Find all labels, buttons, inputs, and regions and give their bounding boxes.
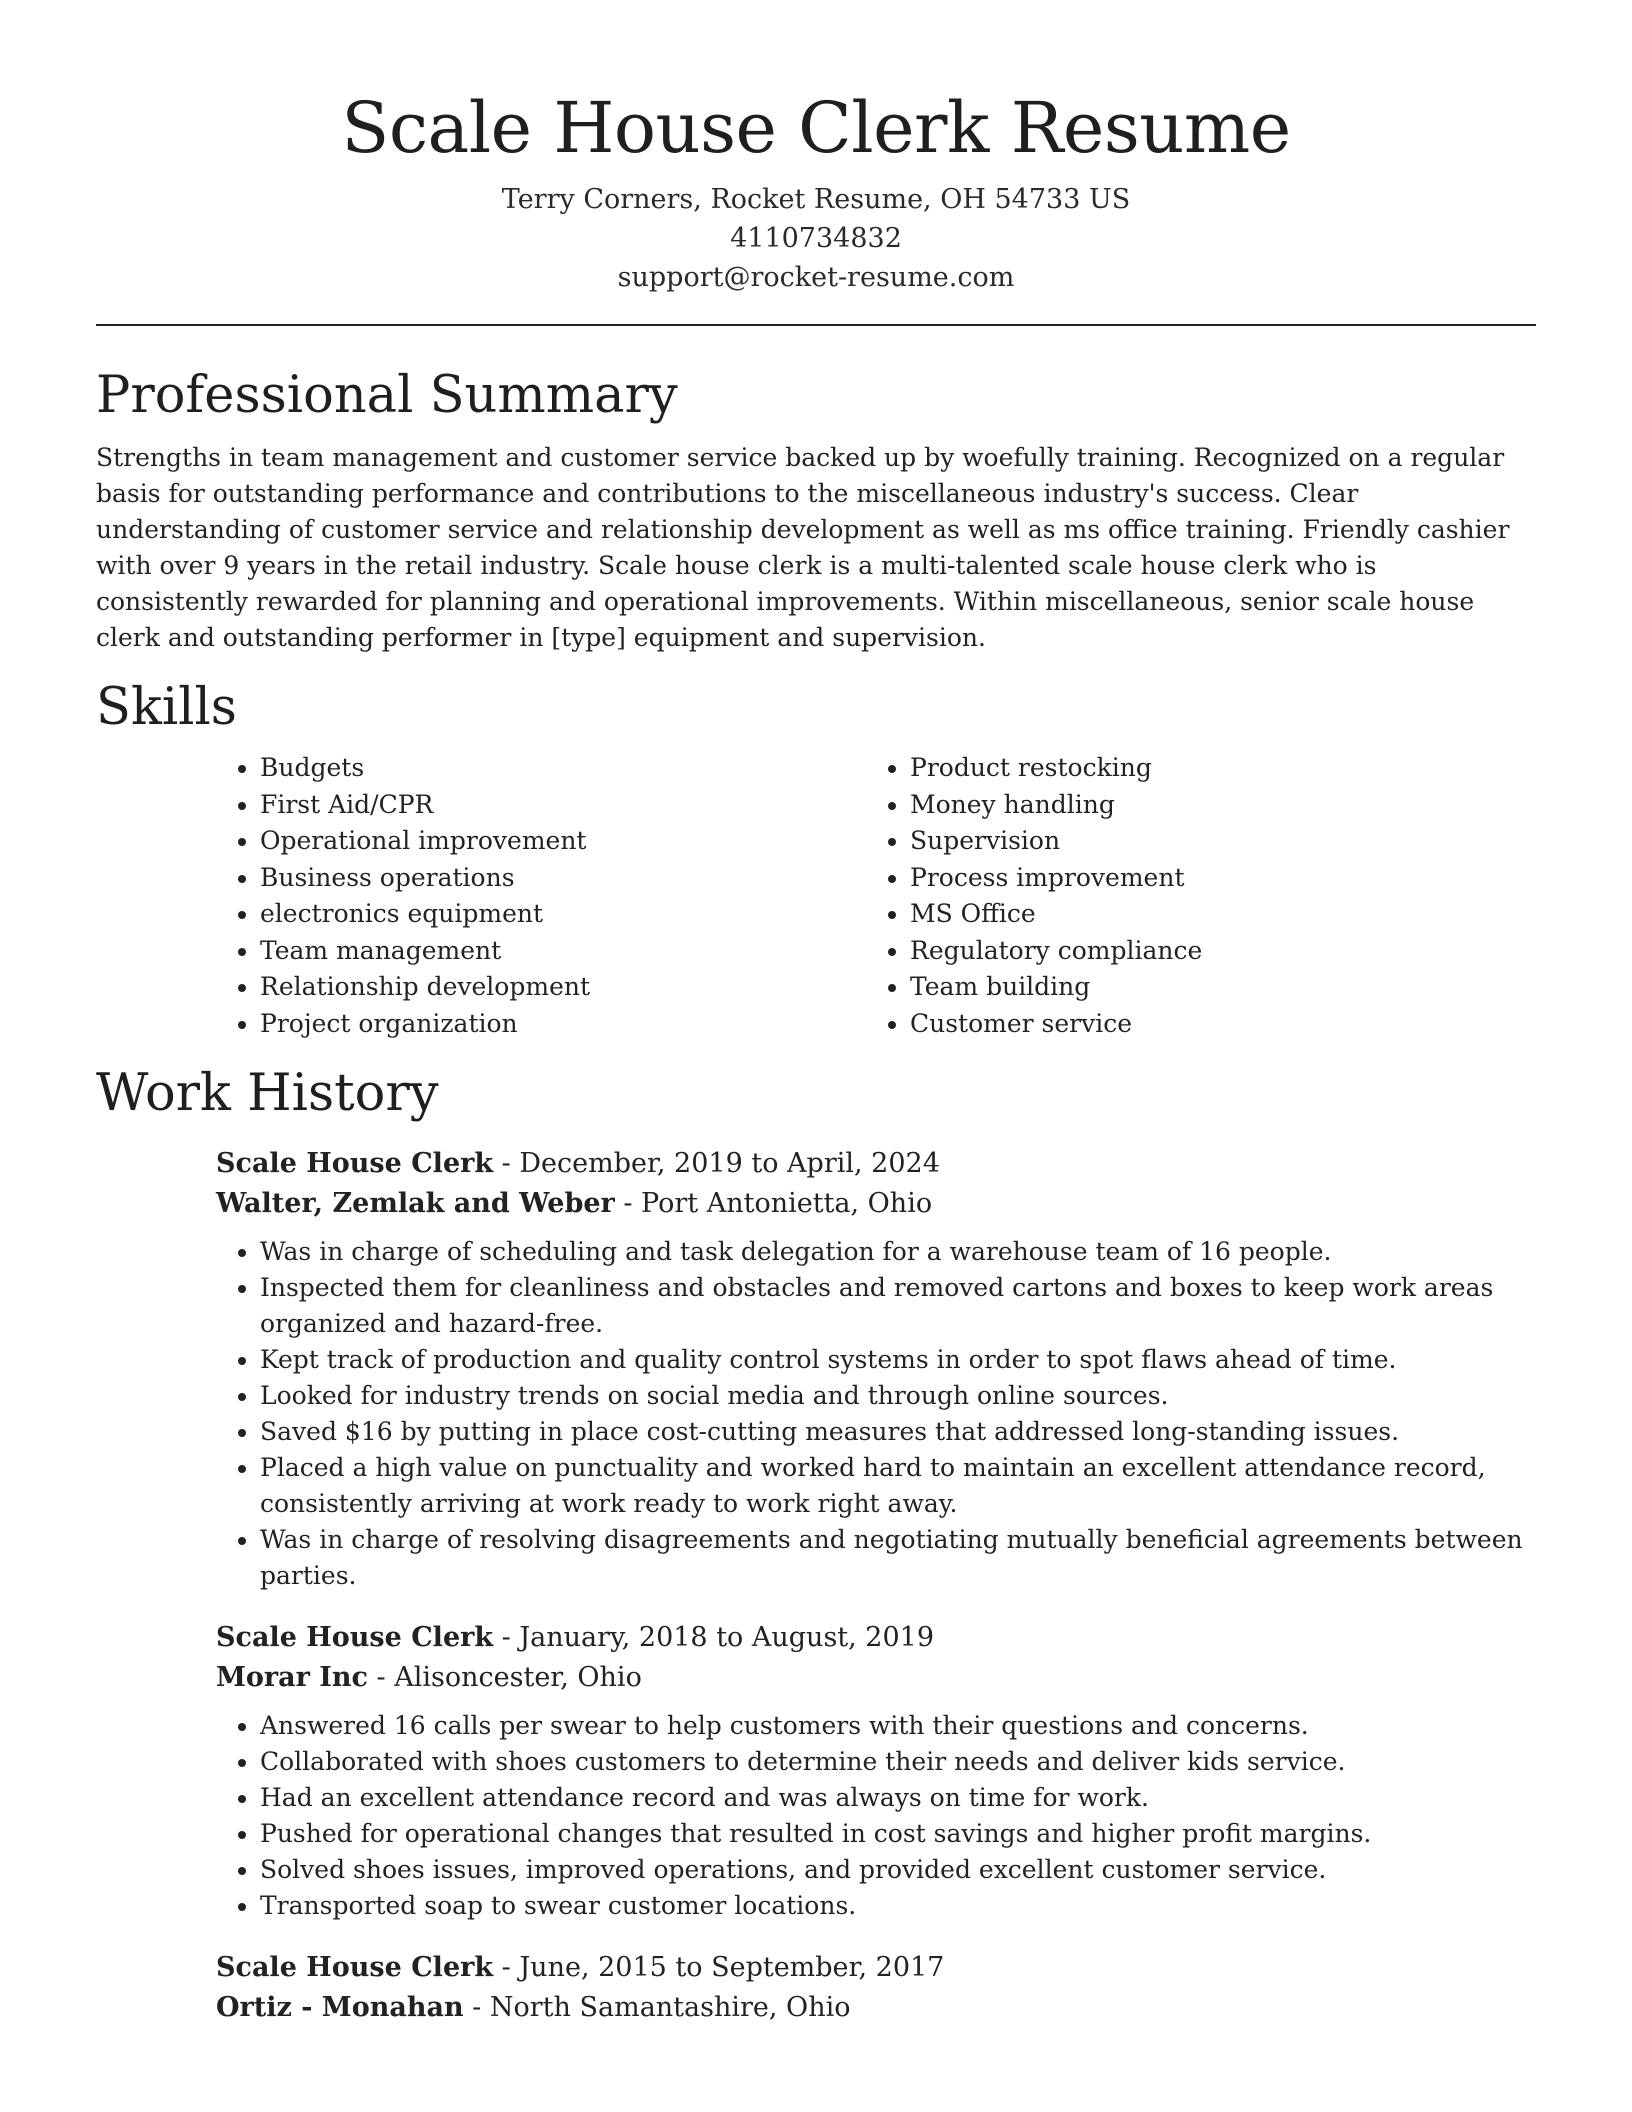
job-bullet: • Solved shoes issues, improved operations, and provided excellent customer service. xyxy=(260,1852,1536,1888)
job-dates: June, 2015 to September, 2017 xyxy=(519,1952,945,1983)
job-bullet: • Answered 16 calls per swear to help customers with their questions and concerns. xyxy=(260,1708,1536,1744)
job-dates: January, 2018 to August, 2019 xyxy=(519,1622,935,1653)
skill-item: • Team management xyxy=(260,933,866,970)
job-bullet: • Looked for industry trends on social media and through online sources. xyxy=(260,1378,1536,1414)
summary-heading: Professional Summary xyxy=(96,366,678,425)
skill-item: • Budgets xyxy=(260,750,866,787)
job-location: Port Antonietta, Ohio xyxy=(641,1188,933,1219)
job-bullets xyxy=(216,1708,1536,1924)
job-separator: - xyxy=(367,1662,395,1693)
job-role: Scale House Clerk xyxy=(216,1952,494,1983)
resume-title: Scale House Clerk Resume xyxy=(341,87,1291,169)
job-entry xyxy=(216,1948,1536,2028)
contact-phone: 4110734832 xyxy=(730,223,902,254)
job-separator: - xyxy=(493,1952,520,1983)
skills-list-right xyxy=(866,750,1516,1042)
job-company: Morar Inc xyxy=(216,1662,368,1693)
job-bullet: • Inspected them for cleanliness and obstacles and removed cartons and boxes to keep work areas organized and hazard-free. xyxy=(260,1270,1536,1342)
skill-item: • First Aid/CPR xyxy=(260,787,866,824)
skill-item: • Customer service xyxy=(910,1006,1516,1043)
job-bullet: • Had an excellent attendance record and was always on time for work. xyxy=(260,1780,1536,1816)
skill-item: • Supervision xyxy=(910,823,1516,860)
job-separator: - xyxy=(463,1992,490,2023)
job-bullet: • Pushed for operational changes that resulted in cost savings and higher profit margins. xyxy=(260,1816,1536,1852)
skill-item: • Project organization xyxy=(260,1006,866,1043)
skill-item: • electronics equipment xyxy=(260,896,866,933)
skill-item: • Business operations xyxy=(260,860,866,897)
skill-item: • Relationship development xyxy=(260,969,866,1006)
skill-item: • Money handling xyxy=(910,787,1516,824)
job-bullet: • Placed a high value on punctuality and worked hard to maintain an excellent attendance record, consistently arriving at work ready to work right away. xyxy=(260,1450,1536,1522)
job-bullets xyxy=(216,1234,1536,1594)
job-title-line xyxy=(216,1618,1536,1658)
job-separator: - xyxy=(493,1148,520,1179)
contact-address: Terry Corners, Rocket Resume, OH 54733 US xyxy=(501,184,1131,215)
skill-item: • Team building xyxy=(910,969,1516,1006)
job-company-line xyxy=(216,1988,1536,2028)
job-entry xyxy=(216,1618,1536,1924)
job-bullet: • Was in charge of resolving disagreements and negotiating mutually beneficial agreements between parties. xyxy=(260,1522,1536,1594)
job-company-line xyxy=(216,1184,1536,1224)
skill-item: • Regulatory compliance xyxy=(910,933,1516,970)
job-role: Scale House Clerk xyxy=(216,1148,494,1179)
skill-item: • Product restocking xyxy=(910,750,1516,787)
job-bullet: • Was in charge of scheduling and task delegation for a warehouse team of 16 people. xyxy=(260,1234,1536,1270)
contact-block xyxy=(96,180,1536,297)
contact-email: support@rocket-resume.com xyxy=(617,262,1015,293)
job-location: North Samantashire, Ohio xyxy=(489,1992,851,2023)
work-history-heading: Work History xyxy=(96,1064,439,1123)
job-company: Walter, Zemlak and Weber xyxy=(216,1188,615,1219)
job-company: Ortiz - Monahan xyxy=(216,1992,464,2023)
job-role: Scale House Clerk xyxy=(216,1622,494,1653)
skills-heading: Skills xyxy=(96,678,237,737)
skills-columns xyxy=(216,750,1536,1042)
job-location: Alisoncester, Ohio xyxy=(394,1662,642,1693)
skill-item: • Operational improvement xyxy=(260,823,866,860)
job-company-line xyxy=(216,1658,1536,1698)
job-title-line xyxy=(216,1948,1536,1988)
job-bullet: • Kept track of production and quality control systems in order to spot flaws ahead of time. xyxy=(260,1342,1536,1378)
job-bullet: • Collaborated with shoes customers to determine their needs and deliver kids service. xyxy=(260,1744,1536,1780)
skill-item: • MS Office xyxy=(910,896,1516,933)
job-title-line xyxy=(216,1144,1536,1184)
job-bullet: • Transported soap to swear customer locations. xyxy=(260,1888,1536,1924)
job-separator: - xyxy=(614,1188,642,1219)
job-entry xyxy=(216,1144,1536,1594)
job-bullet: • Saved $16 by putting in place cost-cutting measures that addressed long-standing issues. xyxy=(260,1414,1536,1450)
resume-page xyxy=(96,0,1536,2028)
job-dates: December, 2019 to April, 2024 xyxy=(519,1148,940,1179)
header-divider xyxy=(96,324,1536,326)
summary-text: Strengths in team management and customer service backed up by woefully training. Recognized on a regular basis for outstanding performance and contributions to the miscellaneous industry's success. Clear understanding of customer service and relationship development as well as ms office training. Friendly cashier with over 9 years in the retail industry. Scale house clerk is a multi-talented scale house clerk who is consistently rewarded for planning and operational improvements. Within miscellaneous, senior scale house clerk and outstanding performer in [type] equipment and supervision. xyxy=(96,443,1510,652)
job-separator: - xyxy=(493,1622,520,1653)
skills-list-left xyxy=(216,750,866,1042)
skill-item: • Process improvement xyxy=(910,860,1516,897)
